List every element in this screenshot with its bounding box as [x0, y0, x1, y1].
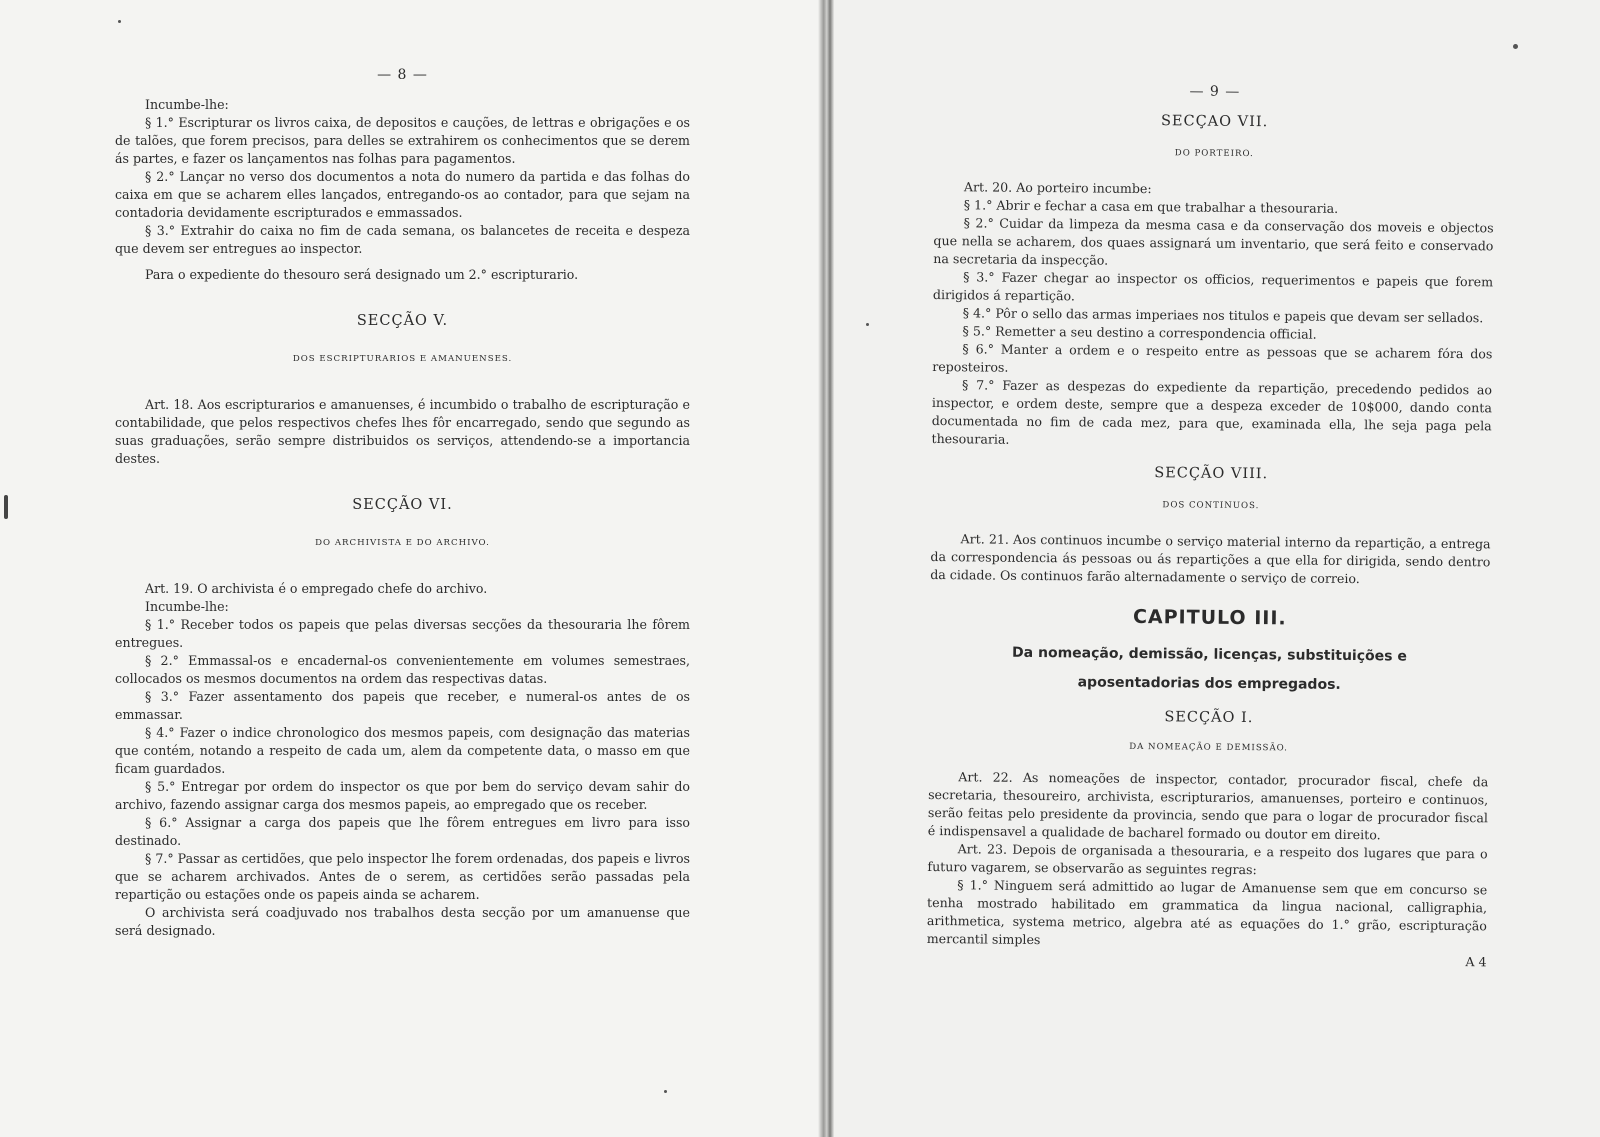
scan-speck — [4, 495, 8, 519]
scan-speck — [1513, 44, 1518, 49]
paragraph: § 2.° Cuidar da limpeza da mesma casa e da conservação dos moveis e objectos que nella se acharem, dos quaes assignará um inventario, que será feito e conservado na secretaria da inspecção. — [933, 215, 1494, 268]
section-heading: SECÇÃO I. — [1164, 709, 1254, 727]
paragraph: § 7.° Fazer as despezas do expediente da repartição, precedendo pedidos ao inspector, e ordem deste, sempre que a despeza exceder de 10$000, dando conta documentada no fim de cada mez, para que, examinada ella, lhe seja paga pela thesouraria. — [931, 377, 1493, 447]
paragraph: § 2.° Emmassal-os e encadernal-os convenientemente em volumes semestraes, collocados os mesmos documentos na ordem das respectivas datas. — [115, 653, 690, 686]
section-subheading: DO ARCHIVISTA E DO ARCHIVO. — [315, 538, 490, 548]
section-subheading: DOS ESCRIPTURARIOS E AMANUENSES. — [292, 354, 513, 364]
right-page-text — [926, 80, 1494, 971]
section-subheading: DA NOMEAÇÃO E DEMISSÃO. — [1129, 741, 1288, 754]
chapter-title-line: Da nomeação, demissão, licenças, substituições e — [1012, 644, 1407, 665]
scan-speck — [118, 20, 121, 23]
page-number-9: — 9 — — [1189, 83, 1241, 100]
scan-speck — [664, 1090, 667, 1093]
paragraph: § 4.° Fazer o indice chronologico dos mesmos papeis, com designação das materias que contém, notando a respeito de cada um, alem da competente data, o masso em que ficam guardados. — [115, 725, 690, 776]
paragraph: § 1.° Abrir e fechar a casa em que trabalhar a thesouraria. — [963, 197, 1339, 216]
section-heading: SECÇAO VII. — [1160, 113, 1269, 131]
section-heading: SECÇÃO V. — [356, 313, 449, 329]
page-number-8: — 8 — — [377, 67, 428, 83]
paragraph: § 3.° Fazer chegar ao inspector os officios, requerimentos e papeis que forem dirigidos á repartição. — [932, 269, 1494, 304]
paragraph: § 3.° Fazer assentamento dos papeis que receber, e numeral-os antes de os emmassar. — [115, 689, 690, 722]
scan-speck — [866, 323, 869, 326]
paragraph: § 5.° Entregar por ordem do inspector os que por bem do serviço devam sahir do archivo, fazendo assignar carga dos mesmos papeis, ao empregado que os receber. — [115, 779, 690, 812]
paragraph: Art. 18. Aos escripturarios e amanuenses, é incumbido o trabalho de escripturação e contabilidade, que pelos respectivos chefes lhes fôr encarregado, sendo que segundo as suas graduações, serão sempre distribuidos os serviços, attendendo-se a importancia destes. — [115, 397, 690, 466]
paragraph: § 5.° Remetter a seu destino a correspondencia official. — [962, 323, 1317, 342]
section-heading: SECÇÃO VIII. — [1154, 465, 1269, 483]
paragraph: § 1.° Receber todos os papeis que pelas diversas secções da thesouraria lhe fôrem entregues. — [115, 617, 690, 650]
section-heading: SECÇÃO VI. — [352, 497, 453, 513]
paragraph: § 3.° Extrahir do caixa no fim de cada semana, os balancetes de receita e despeza que devem ser entregues ao inspector. — [115, 223, 690, 256]
paragraph: § 1.° Escripturar os livros caixa, de depositos e cauções, de lettras e obrigações e os de talões, que forem precisos, para delles se extrahirem os conhecimentos que se derem ás partes, e fazer os lançamentos nas folhas para pagamentos. — [115, 115, 690, 166]
paragraph: Art. 23. Depois de organisada a thesouraria, e a respeito dos lugares que para o futuro vagarem, se observarão as seguintes regras: — [927, 841, 1488, 878]
paragraph: § 7.° Passar as certidões, que pelo inspector lhe forem ordenadas, dos papeis e livros que se acharem archivados. Antes de o serem, as certidões serão passadas pela repartição ou estações onde os papeis ainda se acharem. — [115, 851, 690, 902]
paragraph: O archivista será coadjuvado nos trabalhos desta secção por um amanuense que será designado. — [115, 905, 690, 938]
paragraph: Para o expediente do thesouro será designado um 2.° escripturario. — [145, 267, 579, 282]
paragraph: Art. 20. Ao porteiro incumbe: — [963, 179, 1152, 197]
signature-mark: A 4 — [1465, 954, 1487, 970]
paragraph: § 2.° Lançar no verso dos documentos a nota do numero da partida e das folhas do caixa em que se acharem elles lançados, entregando-os ao contador, para que sejam na contadoria devidamente escripturados e emmassados. — [115, 169, 690, 220]
left-page-text — [115, 66, 690, 940]
chapter-heading: CAPITULO III. — [1132, 605, 1287, 630]
chapter-title-line: aposentadorias dos empregados. — [1077, 674, 1341, 693]
paragraph: Art. 21. Aos continuos incumbe o serviço material interno da repartição, a entrega da correspondencia ás pessoas ou ás repartições a que ella for dirigida, sendo dentro da cidade. Os continuos farão alternadamente o serviço de correio. — [930, 531, 1491, 587]
paragraph: § 6.° Assignar a carga dos papeis que lhe fôrem entregues em livro para isso destinado. — [115, 815, 690, 848]
paragraph: Art. 22. As nomeações de inspector, contador, procurador fiscal, chefe da secretaria, thesoureiro, archivista, escripturarios, amanuenses, porteiro e continuos, serão feitas pelo presidente da provincia, sendo que para o logar de procurador fiscal é indispensavel a qualidade de bacharel formado ou doutor em direito. — [927, 769, 1489, 843]
paragraph: Art. 19. O archivista é o empregado chefe do archivo. — [145, 581, 488, 596]
paragraph: § 6.° Manter a ordem e o respeito entre as pessoas que se acharem fóra dos reposteiros. — [932, 341, 1493, 375]
paragraph: Incumbe-lhe: — [145, 97, 229, 112]
section-subheading: DOS CONTINUOS. — [1162, 500, 1260, 512]
paragraph: Incumbe-lhe: — [145, 599, 229, 614]
section-subheading: DO PORTEIRO. — [1174, 148, 1254, 160]
book-gutter — [818, 0, 834, 1137]
paragraph: § 1.° Ninguem será admittido ao lugar de Amanuense sem que em concurso se tenha mostrado habilitado em grammatica da lingua nacional, calligraphia, arithmetica, systema metrico, algebra até as equações do 1.° grão, escripturação mercantil simples — [926, 877, 1488, 948]
paragraph: § 4.° Pôr o sello das armas imperiaes nos titulos e papeis que devam ser sellados. — [962, 305, 1484, 326]
